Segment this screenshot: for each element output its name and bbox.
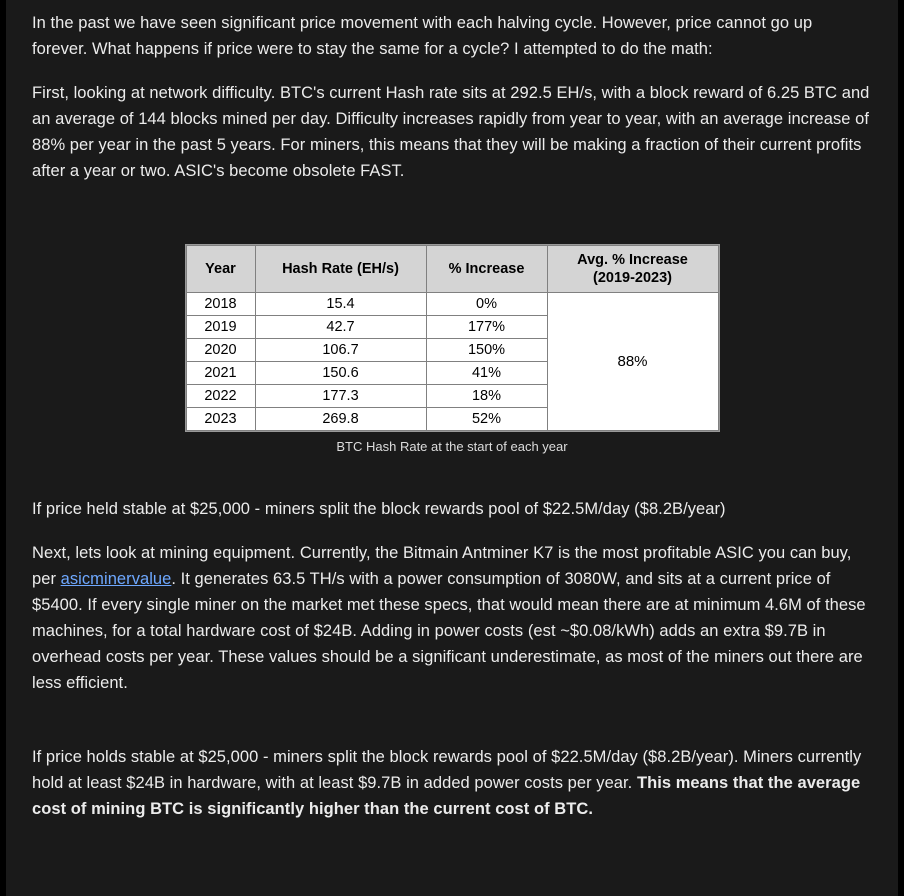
paragraph-price-stable: If price held stable at $25,000 - miners split the block rewards pool of $22.5M/day ($8.2B/year): [32, 500, 726, 518]
column-header-year: Year: [186, 246, 255, 293]
table-header-row: [186, 246, 718, 293]
asicminervalue-link[interactable]: asicminervalue: [60, 570, 172, 588]
cell-year: 2020: [186, 339, 255, 362]
avg-header-line2: (2019-2023): [593, 270, 672, 286]
cell-year: 2022: [186, 385, 255, 408]
conclusion-normal-text: If price holds stable at $25,000 - miners split the block rewards pool of $22.5M/day ($8.2B/year). Miners currently hold at least $24B in hardware, with at least $9.7B in added power costs per year.: [32, 748, 862, 792]
document-body: [6, 0, 898, 822]
hash-rate-table-container: [185, 244, 720, 432]
avg-header-line1: Avg. % Increase: [577, 252, 688, 268]
paragraph-conclusion: [32, 744, 872, 822]
cell-hash-rate: 42.7: [255, 316, 426, 339]
spacer: [32, 714, 872, 744]
conclusion-bold-text: This means that the average cost of mining BTC is significantly higher than the current cost of BTC.: [32, 774, 861, 818]
paragraph-equipment: [32, 540, 872, 696]
table-row: [186, 293, 718, 316]
column-header-hash-rate: Hash Rate (EH/s): [255, 246, 426, 293]
hash-rate-figure: [32, 244, 872, 454]
paragraph-difficulty: First, looking at network difficulty. BTC's current Hash rate sits at 292.5 EH/s, with a block reward of 6.25 BTC and an average of 144 blocks mined per day. Difficulty increases rapidly from year to year, with an average increase of 88% per year in the past 5 years. For miners, this means that they will be making a fraction of their current profits after a year or two. ASIC's become obsolete FAST.: [32, 84, 870, 180]
figure-caption: BTC Hash Rate at the start of each year: [336, 439, 568, 454]
hash-rate-table: [186, 245, 719, 431]
cell-hash-rate: 269.8: [255, 408, 426, 431]
cell-year: 2021: [186, 362, 255, 385]
cell-year: 2018: [186, 293, 255, 316]
cell-percent-increase: 41%: [426, 362, 547, 385]
cell-percent-increase: 18%: [426, 385, 547, 408]
cell-percent-increase: 52%: [426, 408, 547, 431]
cell-hash-rate: 177.3: [255, 385, 426, 408]
cell-percent-increase: 150%: [426, 339, 547, 362]
cell-percent-increase: 177%: [426, 316, 547, 339]
cell-avg-increase: 88%: [547, 293, 718, 431]
equipment-text-before-link: Next, lets look at mining equipment. Currently, the Bitmain Antminer K7 is the most profitable ASIC you can buy, per: [32, 544, 852, 588]
cell-year: 2019: [186, 316, 255, 339]
cell-hash-rate: 15.4: [255, 293, 426, 316]
spacer: [32, 454, 872, 496]
cell-hash-rate: 106.7: [255, 339, 426, 362]
cell-percent-increase: 0%: [426, 293, 547, 316]
equipment-text-after-link: . It generates 63.5 TH/s with a power consumption of 3080W, and sits at a current price of $5400. If every single miner on the market met these specs, that would mean there are at minimum 4.6M of these machines, for a total hardware cost of $24B. Adding in power costs (est ~$0.08/kWh) adds an extra $9.7B in overhead costs per year. These values should be a significant underestimate, as most of the miners out there are less efficient.: [32, 570, 866, 692]
paragraph-intro: In the past we have seen significant price movement with each halving cycle. However, price cannot go up forever. What happens if price were to stay the same for a cycle? I attempted to do the math:: [32, 14, 813, 58]
column-header-percent-increase: % Increase: [426, 246, 547, 293]
spacer: [32, 202, 872, 244]
cell-hash-rate: 150.6: [255, 362, 426, 385]
cell-year: 2023: [186, 408, 255, 431]
column-header-avg-increase: [547, 246, 718, 293]
